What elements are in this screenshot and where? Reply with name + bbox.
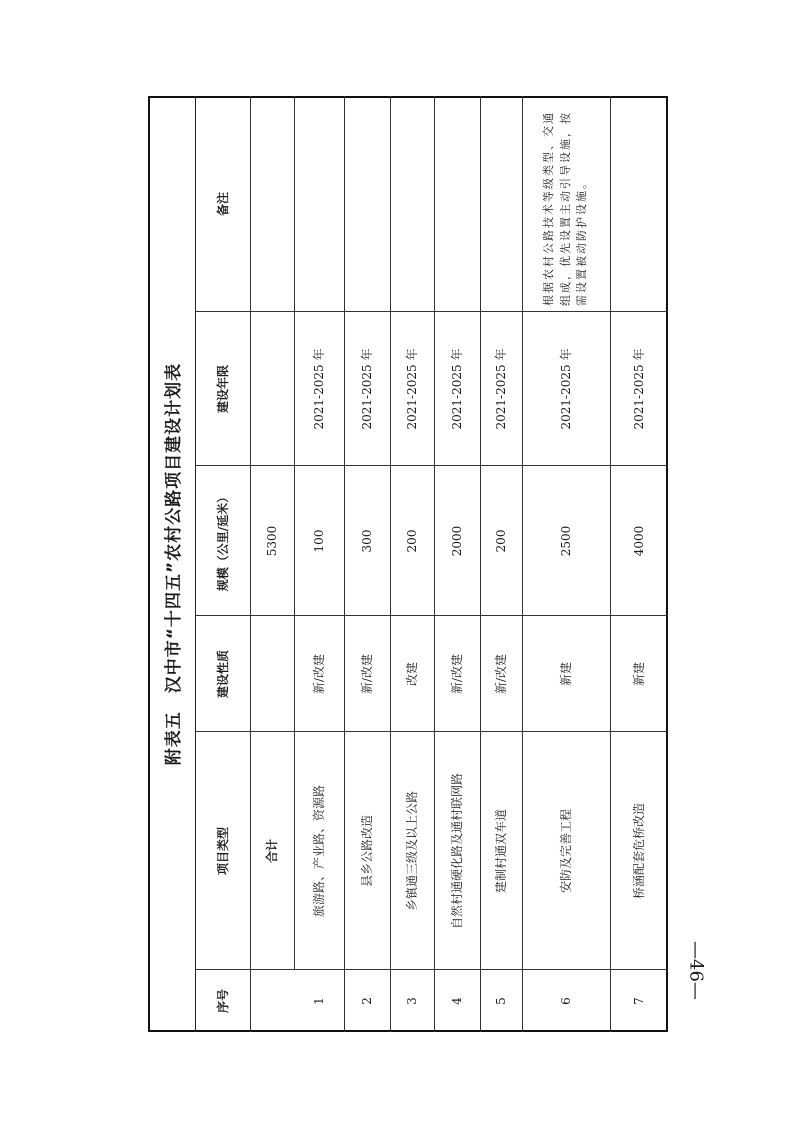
- row-nature: 新建: [632, 662, 646, 687]
- row-nature: 新/改建: [360, 653, 374, 695]
- row-type: 旅游路、产业路、资源路: [312, 785, 326, 918]
- row-seq: 6: [559, 997, 573, 1005]
- rotated-table-page: [148, 96, 668, 1032]
- row-scale: 300: [360, 529, 374, 553]
- row-period: 2021-2025 年: [632, 348, 646, 430]
- row-scale: 100: [312, 529, 326, 553]
- row-nature: 新/改建: [450, 653, 464, 695]
- row-seq: 5: [494, 997, 508, 1005]
- row-period: 2021-2025 年: [450, 348, 464, 430]
- total-scale: 5300: [265, 525, 279, 557]
- header-type: 项目类型: [216, 827, 230, 876]
- header-scale: 规模（公里/延米）: [216, 490, 230, 592]
- row-type: 安防及完善工程: [559, 809, 573, 894]
- total-label: 合计: [265, 839, 279, 864]
- header-period: 建设年限: [216, 365, 230, 414]
- row-seq: 1: [312, 997, 326, 1005]
- row-nature: 新建: [559, 662, 573, 687]
- row-seq: 7: [632, 997, 646, 1005]
- row-scale: 2000: [450, 525, 464, 557]
- header-nature: 建设性质: [216, 650, 230, 699]
- header-seq: 序号: [216, 989, 230, 1014]
- row-period: 2021-2025 年: [405, 348, 419, 430]
- row-period: 2021-2025 年: [494, 348, 508, 430]
- row-nature: 新/改建: [494, 653, 508, 695]
- row-scale: 4000: [632, 525, 646, 557]
- row-period: 2021-2025 年: [312, 348, 326, 430]
- row-seq: 2: [360, 997, 374, 1005]
- row-period: 2021-2025 年: [360, 348, 374, 430]
- row-seq: 4: [450, 997, 464, 1005]
- row-nature: 改建: [405, 662, 419, 687]
- row-remark: 根据农村公路技术等级类型、交通组成，优先设置主动引导设施，按需设置被动防护设施。: [542, 111, 589, 306]
- row-type: 县乡公路改造: [360, 815, 374, 888]
- table-title: 附表五 汉中市“十四五”农村公路项目建设计划表: [148, 96, 196, 1032]
- row-type: 桥涵配套危桥改造: [632, 803, 646, 900]
- page-number: —46—: [685, 940, 707, 1000]
- row-type: 乡镇通三级及以上公路: [405, 791, 419, 912]
- row-type: 自然村通硬化路及通村联网路: [450, 773, 464, 930]
- row-seq: 3: [405, 997, 419, 1005]
- row-scale: 200: [494, 529, 508, 553]
- header-remark: 备注: [216, 192, 230, 217]
- row-period: 2021-2025 年: [559, 348, 573, 430]
- row-type: 建制村通双车道: [494, 809, 508, 894]
- row-scale: 200: [405, 529, 419, 553]
- row-nature: 新/改建: [312, 653, 326, 695]
- row-scale: 2500: [559, 525, 573, 557]
